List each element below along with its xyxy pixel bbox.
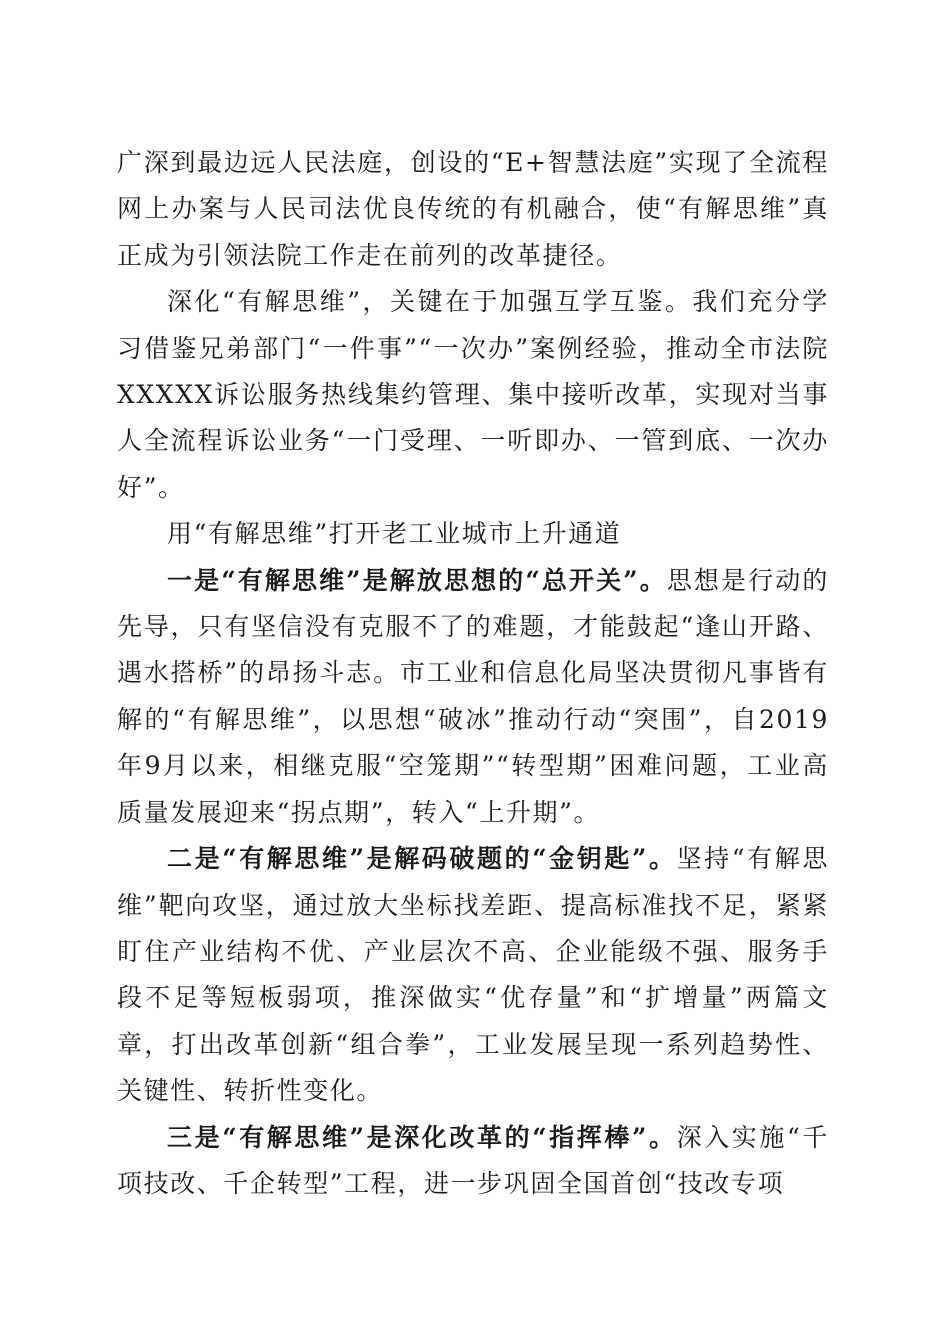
paragraph-4 (117, 558, 829, 836)
paragraph-2 (117, 279, 829, 511)
paragraph-lead: 三是“有解思维”是深化改革的“指挥棒”。 (167, 1122, 677, 1152)
paragraph-6 (117, 1115, 829, 1208)
paragraph-text: 广深到最边远人民法庭，创设的“E+智慧法庭”实现了全流程网上办案与人民司法优良传统的有机融合，使“有解思维”真正成为引领法院工作走在前列的改革捷径。 (117, 148, 829, 270)
paragraph-text: 深入实施“千项技改、千企转型”工程，进一步巩固全国首创“技改专项 (117, 1122, 829, 1198)
document-body (117, 140, 829, 1207)
heading-text: 用“有解思维”打开老工业城市上升通道 (167, 519, 622, 549)
paragraph-text: 思想是行动的先导，只有坚信没有克服不了的难题，才能鼓起“逢山开路、遇水搭桥”的昂扬斗志。市工业和信息化局坚决贯彻凡事皆有解的“有解思维”，以思想“破冰”推动行动“突围”，自2019年9月以来，相继克服“空笼期”“转型期”困难问题，工业高质量发展迎来“拐点期”，转入“上升期”。 (117, 565, 829, 827)
paragraph-lead: 二是“有解思维”是解码破题的“金钥匙”。 (167, 844, 677, 874)
paragraph-1 (117, 140, 829, 279)
paragraph-5 (117, 836, 829, 1114)
paragraph-lead: 一是“有解思维”是解放思想的“总开关”。 (167, 565, 667, 595)
paragraph-text: 深化“有解思维”，关键在于加强互学互鉴。我们充分学习借鉴兄弟部门“一件事”“一次办”案例经验，推动全市法院XXXXX诉讼服务热线集约管理、集中接听改革，实现对当事人全流程诉讼业务“一门受理、一听即办、一管到底、一次办好”。 (117, 287, 829, 502)
paragraph-text: 坚持“有解思维”靶向攻坚，通过放大坐标找差距、提高标准找不足，紧紧盯住产业结构不优、产业层次不高、企业能级不强、服务手段不足等短板弱项，推深做实“优存量”和“扩增量”两篇文章，打出改革创新“组合拳”，工业发展呈现一系列趋势性、关键性、转折性变化。 (117, 844, 829, 1106)
section-heading (117, 511, 829, 557)
